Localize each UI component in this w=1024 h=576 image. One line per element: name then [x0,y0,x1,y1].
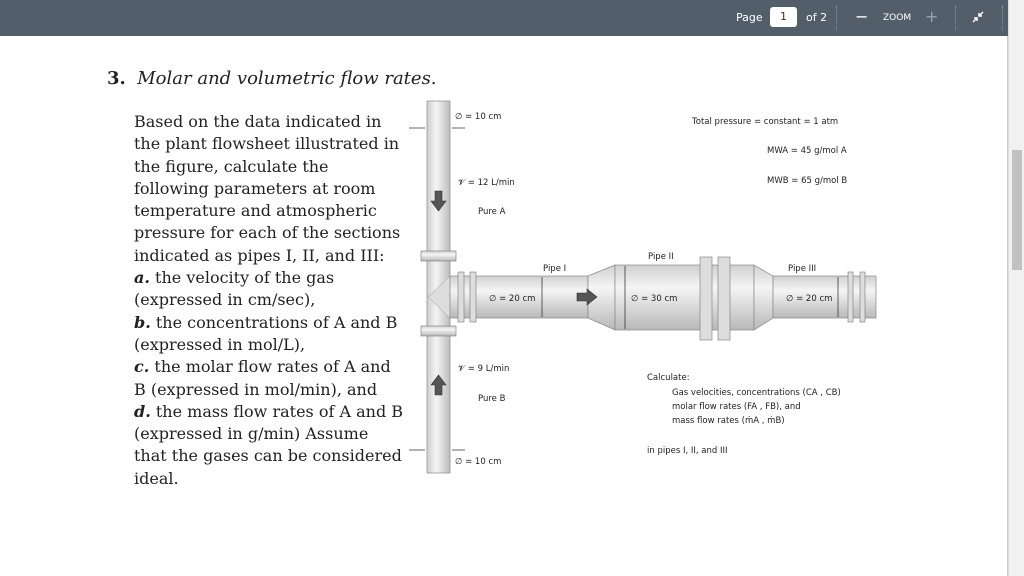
zoom-in-button[interactable]: + [925,7,939,26]
calculate-line: Gas velocities, concentrations (CA , CB) [672,388,841,398]
calculate-line: mass flow rates (ṁA , ṁB) [672,416,785,426]
mw-a: MWA = 45 g/mol A [767,146,847,156]
item-text: the concentrations of A and B (expressed in mol/L), [134,312,398,354]
pressure-note: Total pressure = constant = 1 atm [692,117,839,127]
item-letter: a. [134,268,150,288]
scrollbar-thumb[interactable] [1012,150,1022,270]
pipe-i-label: Pipe I [543,264,567,274]
diameter-bottom: ∅ = 10 cm [455,457,502,467]
diameter-top: ∅ = 10 cm [455,112,502,122]
calculate-line: molar flow rates (FA , FB), and [672,402,801,412]
item-letter: d. [134,401,151,421]
pure-a: Pure A [478,207,506,217]
item-text: the mass flow rates of A and B (expressed in g/min) Assume that the gases can be considered ideal. [134,401,404,488]
pipe-ii-label: Pipe II [648,252,674,262]
flow-a: 𝓥 = 12 L/min [458,178,515,188]
page-number-input[interactable]: 1 [770,7,797,27]
zoom-label: ZOOM [883,13,912,23]
flow-b: 𝓥 = 9 L/min [458,364,510,374]
intro-text: Based on the data indicated in the plant flowsheet illustrated in the figure, calculate the following parameters at room temperature and atmospheric pressure for each of the sections indicated as pipes I, II, and III: [134,112,401,265]
diameter-pipe-i: ∅ = 20 cm [489,294,536,304]
item-text: the molar flow rates of A and B (expressed in mol/min), and [134,357,391,399]
calculate-title: Calculate: [647,373,690,383]
mw-b: MWB = 65 g/mol B [767,176,848,186]
diameter-pipe-iii: ∅ = 20 cm [786,294,833,304]
calculate-footer: in pipes I, II, and III [647,446,728,456]
item-text: the velocity of the gas (expressed in cm/sec), [134,268,335,310]
pure-b: Pure B [478,394,506,404]
problem-title: Molar and volumetric flow rates. [137,68,437,89]
vertical-scrollbar[interactable] [1008,0,1024,576]
page-label: Page [736,11,763,24]
zoom-out-button[interactable]: − [855,7,869,26]
problem-number: 3. [107,68,126,89]
page-count: of 2 [806,11,828,24]
diameter-pipe-ii: ∅ = 30 cm [631,294,678,304]
item-letter: c. [134,357,150,377]
pipe-iii-label: Pipe III [788,264,817,274]
item-letter: b. [134,312,151,332]
